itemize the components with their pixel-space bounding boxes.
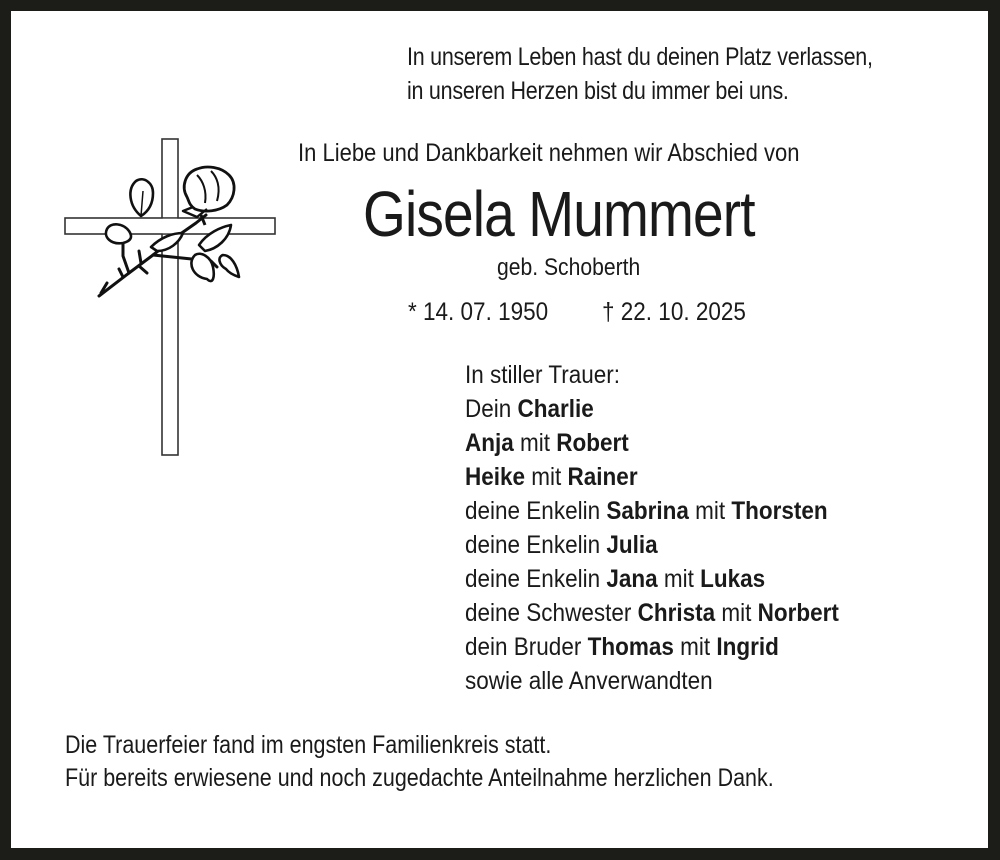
farewell-intro: In Liebe und Dankbarkeit nehmen wir Abschied von (298, 139, 800, 167)
cross-with-rose-icon (11, 11, 301, 471)
mourner-line: Dein Charlie (465, 395, 594, 423)
mourner-line: deine Schwester Christa mit Norbert (465, 599, 839, 627)
death-date (602, 298, 746, 327)
obituary-card (11, 11, 988, 848)
death-date-value: 22. 10. 2025 (620, 298, 746, 326)
mourner-line: deine Enkelin Julia (465, 531, 658, 559)
deceased-name: Gisela Mummert (363, 178, 755, 250)
birth-date-value: 14. 07. 1950 (423, 298, 549, 326)
mourner-line: dein Bruder Thomas mit Ingrid (465, 633, 779, 661)
birth-symbol: * (408, 298, 417, 326)
closing-line-2: Für bereits erwiesene und noch zugedachte Anteilnahme herzlichen Dank. (65, 764, 774, 792)
birth-date (408, 298, 548, 327)
closing-line-1: Die Trauerfeier fand im engsten Familienkreis statt. (65, 731, 552, 759)
mourner-line: Heike mit Rainer (465, 463, 638, 491)
birth-name: geb. Schoberth (497, 254, 641, 281)
mourner-line: deine Enkelin Sabrina mit Thorsten (465, 497, 828, 525)
death-symbol: † (602, 298, 615, 326)
mourner-line: deine Enkelin Jana mit Lukas (465, 565, 766, 593)
motto-line-1: In unserem Leben hast du deinen Platz verlassen, (407, 43, 873, 71)
motto-line-2: in unseren Herzen bist du immer bei uns. (407, 77, 789, 105)
mourners-footer: sowie alle Anverwandten (465, 667, 713, 695)
mourners-heading: In stiller Trauer: (465, 361, 621, 389)
mourner-line: Anja mit Robert (465, 429, 629, 457)
